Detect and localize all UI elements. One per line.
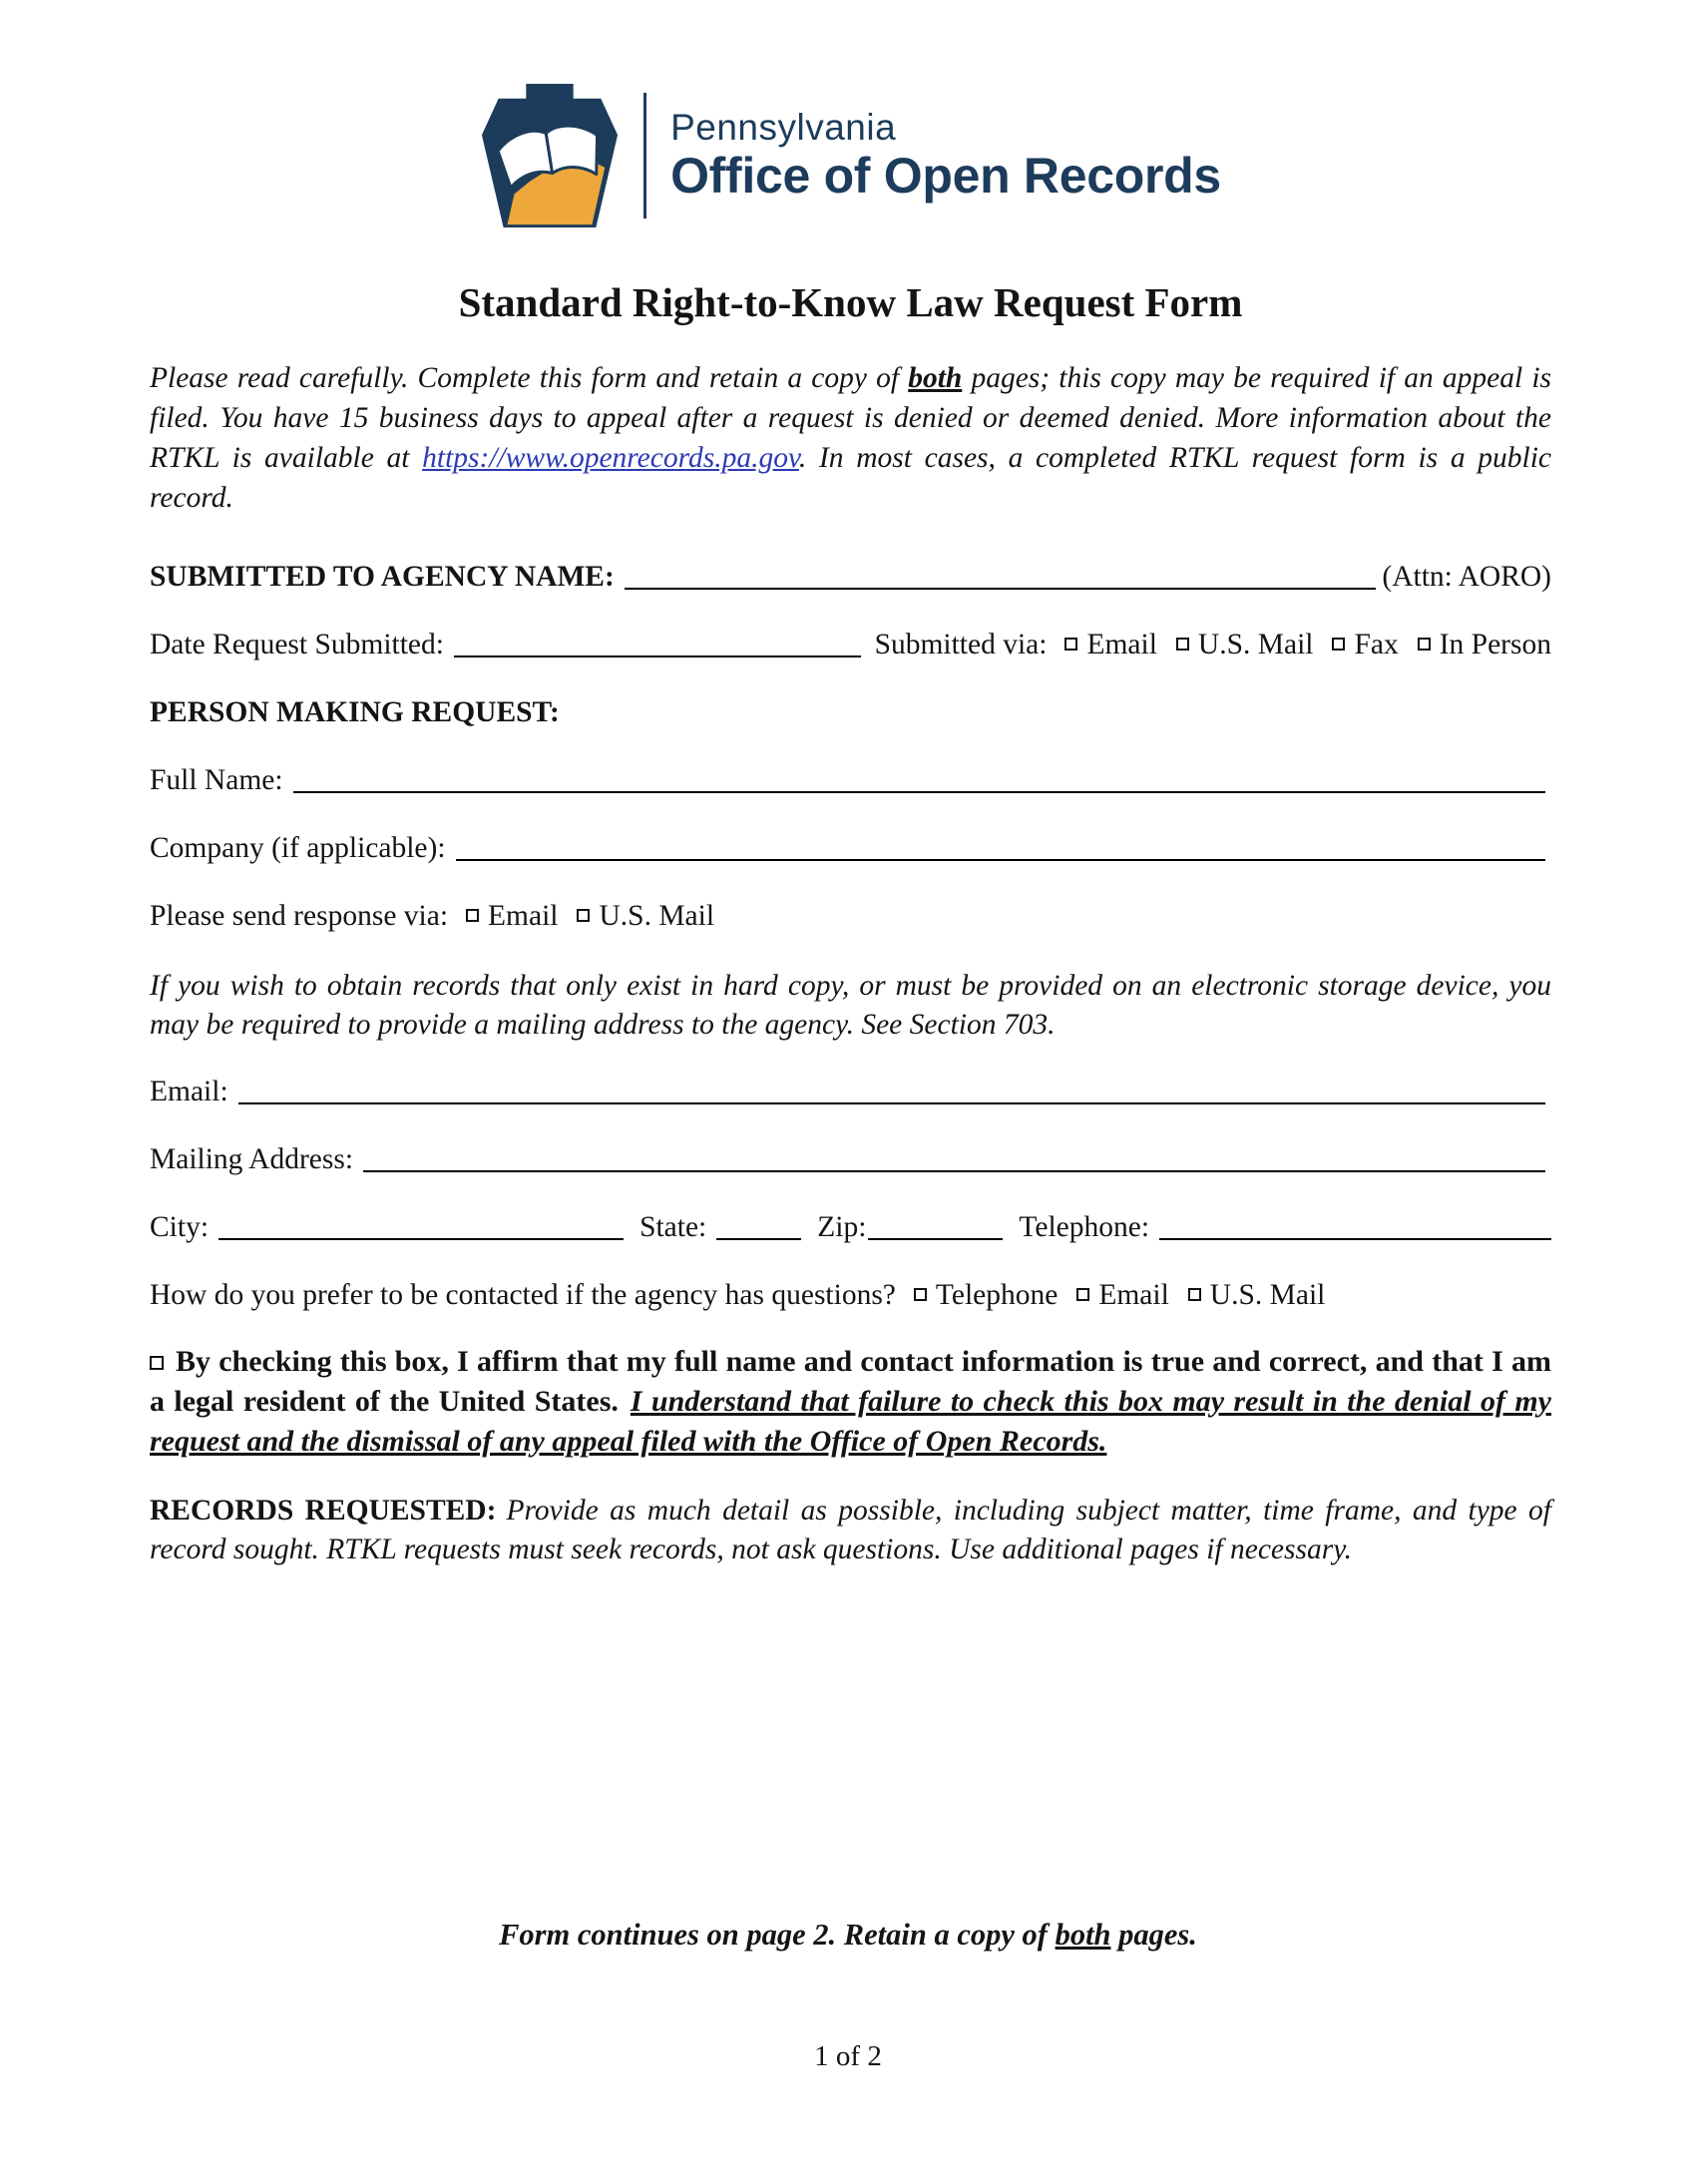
contact-preference-question: How do you prefer to be contacted if the agency has questions? — [150, 1278, 896, 1311]
response-via-option-email — [466, 900, 558, 933]
response-via-email-label: Email — [488, 899, 559, 932]
person-making-request-heading: PERSON MAKING REQUEST: — [150, 695, 560, 728]
contact-preference-row — [150, 1279, 1551, 1312]
city-label: City: — [150, 1210, 210, 1243]
checkbox-affirmation[interactable] — [150, 1356, 164, 1370]
brand-office-name: Office of Open Records — [670, 148, 1221, 205]
response-via-row — [150, 900, 1551, 933]
state-label: State: — [639, 1210, 707, 1243]
contact-pref-option-telephone — [914, 1279, 1058, 1312]
submitted-via-option-inperson — [1418, 629, 1551, 661]
footer-both-emphasis: both — [1055, 1918, 1111, 1952]
submitted-via-email-label: Email — [1086, 628, 1157, 660]
oor-logo — [150, 0, 1551, 229]
full-name-line[interactable] — [293, 791, 1545, 793]
contact-pref-option-usmail — [1188, 1279, 1326, 1312]
records-requested-paragraph — [150, 1492, 1551, 1570]
contact-pref-usmail-label: U.S. Mail — [1209, 1278, 1326, 1311]
intro-text-2: pages; this copy may be required if an appeal is filed. You have 15 business days to appeal after a request is denied or deemed denied. More information about the RTKL is available at — [150, 362, 1552, 475]
checkbox-submitted-via-email[interactable] — [1064, 638, 1077, 651]
intro-text-3: . In most cases, a completed RTKL request form is a public record. — [150, 442, 1552, 515]
intro-text-1: Please read carefully. Complete this form and retain a copy of — [150, 362, 909, 395]
full-name-label: Full Name: — [150, 763, 283, 796]
email-label: Email: — [150, 1075, 228, 1107]
section-703-note: If you wish to obtain records that only exist in hard copy, or must be provided on an electronic storage device, you may be required to provide a mailing address to the agency. See Section 703. — [150, 969, 1551, 1042]
submitted-via-option-usmail — [1176, 629, 1314, 661]
page-number: 1 of 2 — [814, 2040, 882, 2072]
full-name-row — [150, 764, 1551, 797]
contact-pref-option-email — [1076, 1279, 1168, 1312]
checkbox-contact-usmail[interactable] — [1188, 1288, 1201, 1301]
attn-aoro-label: (Attn: AORO) — [1382, 560, 1551, 593]
response-via-label: Please send response via: — [150, 899, 449, 932]
openrecords-url-link[interactable]: https://www.openrecords.pa.gov — [422, 442, 799, 475]
submitted-via-usmail-label: U.S. Mail — [1197, 628, 1314, 660]
footer-text-2: pages. — [1110, 1918, 1197, 1952]
email-row — [150, 1076, 1551, 1108]
logo-divider — [643, 93, 646, 218]
company-row — [150, 832, 1551, 865]
date-submitted-line[interactable] — [454, 655, 861, 657]
submitted-via-inperson-label: In Person — [1439, 628, 1551, 660]
submitted-via-label: Submitted via: — [874, 628, 1048, 660]
form-title: Standard Right-to-Know Law Request Form — [458, 279, 1243, 325]
email-line[interactable] — [238, 1102, 1545, 1104]
submitted-via-option-fax — [1332, 629, 1398, 661]
checkbox-submitted-via-inperson[interactable] — [1418, 638, 1431, 651]
records-requested-label: RECORDS REQUESTED: — [150, 1494, 497, 1527]
telephone-label: Telephone: — [1019, 1210, 1150, 1243]
state-line[interactable] — [716, 1238, 801, 1240]
zip-line[interactable] — [868, 1238, 1003, 1240]
mailing-address-row — [150, 1143, 1551, 1176]
response-via-usmail-label: U.S. Mail — [599, 899, 715, 932]
agency-name-row — [150, 561, 1551, 594]
mailing-address-line[interactable] — [363, 1170, 1545, 1172]
pa-keystone-book-icon — [480, 82, 620, 229]
submitted-via-fax-label: Fax — [1354, 628, 1399, 660]
company-line[interactable] — [456, 859, 1545, 861]
city-line[interactable] — [218, 1238, 624, 1240]
checkbox-submitted-via-usmail[interactable] — [1176, 638, 1189, 651]
affirmation-paragraph — [150, 1342, 1551, 1462]
company-label: Company (if applicable): — [150, 831, 446, 864]
checkbox-contact-telephone[interactable] — [914, 1288, 927, 1301]
zip-label: Zip: — [817, 1210, 867, 1243]
date-submitted-label: Date Request Submitted: — [150, 628, 444, 660]
city-state-zip-row — [150, 1211, 1551, 1244]
checkbox-submitted-via-fax[interactable] — [1332, 638, 1345, 651]
brand-state-name: Pennsylvania — [670, 106, 897, 148]
agency-name-line[interactable] — [625, 588, 1377, 590]
affirmation-text: By checking this box, I affirm that my full name and contact information is true and correct, and that I am a legal resident of the United States. — [150, 1344, 1551, 1418]
date-submitted-row — [150, 629, 1551, 661]
form-continues-note — [0, 1918, 1696, 1953]
response-via-option-usmail — [577, 900, 714, 933]
checkbox-response-via-email[interactable] — [466, 909, 479, 922]
records-requested-instructions: Provide as much detail as possible, including subject matter, time frame, and type of record sought. RTKL requests must seek records, not ask questions. Use additional pages if necessary. — [150, 1494, 1551, 1566]
logo-wordmark — [670, 108, 1221, 205]
footer-text-1: Form continues on page 2. Retain a copy of — [499, 1918, 1056, 1952]
checkbox-contact-email[interactable] — [1076, 1288, 1089, 1301]
agency-name-label: SUBMITTED TO AGENCY NAME: — [150, 560, 615, 593]
mailing-address-label: Mailing Address: — [150, 1142, 354, 1175]
contact-pref-telephone-label: Telephone — [935, 1278, 1059, 1311]
checkbox-response-via-usmail[interactable] — [577, 909, 590, 922]
intro-paragraph — [150, 358, 1551, 518]
intro-both-emphasis: both — [908, 362, 963, 395]
affirmation-warning-text: I understand that failure to check this box may result in the denial of my request and the dismissal of any appeal filed with the Office of Open Records. — [150, 1384, 1551, 1458]
contact-pref-email-label: Email — [1098, 1278, 1169, 1311]
telephone-line[interactable] — [1159, 1238, 1551, 1240]
submitted-via-option-email — [1064, 629, 1156, 661]
